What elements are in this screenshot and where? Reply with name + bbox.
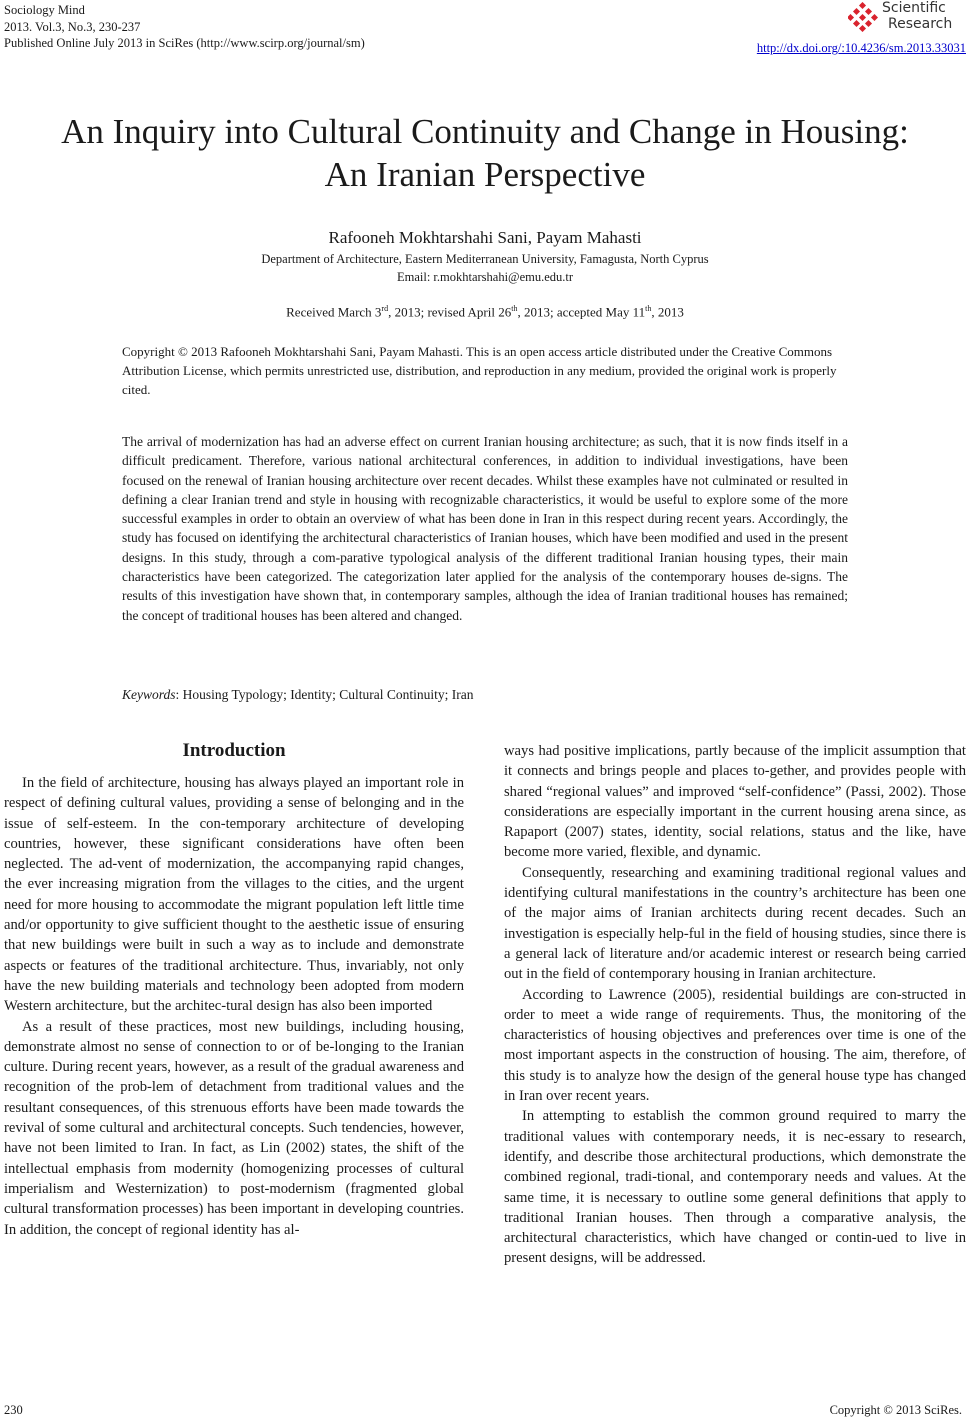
keywords-list: : Housing Typology; Identity; Cultural Continuity; Iran — [175, 687, 474, 702]
running-header — [4, 2, 365, 52]
title-line-2: An Iranian Perspective — [324, 155, 646, 194]
revised-sup: th — [511, 304, 518, 313]
affiliation: Department of Architecture, Eastern Mediterranean University, Famagusta, North Cyprus — [261, 252, 709, 266]
section-heading-introduction: Introduction — [182, 740, 286, 761]
logo-mark-icon — [848, 2, 878, 32]
paragraph: In attempting to establish the common ground required to marry the traditional values with contemporary needs, it is nec-essary to research, identify, and describe those architectural productions, which demonstrate the combined regional, tradi-tional, and contemporary needs and values. At the same time, it is necessary to outline some general definitions that apply to traditional Iranian houses. Then through a comparative analysis, the architectural characteristics, which have changed or contin-ued to live in present designs, will be addressed. — [504, 1108, 966, 1267]
keywords — [122, 687, 848, 703]
paragraph: Consequently, researching and examining traditional regional values and identifying cultural manifestations in the country’s architecture has been one of the major aims of Iranian architects during recent decades. Such an investigation is especially help-ful in the field of housing studies, since there is a general lack of literature and/or academic interest or research being carried out in the field of contemporary housing in Iranian architecture. — [504, 864, 966, 983]
keywords-label: Keywords — [122, 687, 176, 702]
logo-text-scientific: Scientific — [882, 0, 946, 16]
received-dates — [0, 304, 970, 320]
dates-end: , 2013 — [651, 304, 684, 320]
journal-name: Sociology Mind — [4, 3, 85, 17]
column-right — [504, 741, 966, 1269]
title-line-1: An Inquiry into Cultural Continuity and Change in Housing: — [61, 112, 909, 151]
accepted-sup: th — [645, 304, 652, 313]
page-number: 230 — [4, 1403, 23, 1417]
column-left — [4, 739, 464, 1240]
logo-text-research: Research — [888, 16, 953, 32]
footer-copyright: Copyright © 2013 SciRes. — [829, 1403, 962, 1417]
received-sup: rd — [381, 304, 389, 313]
publication-info: Published Online July 2013 in SciRes (http://www.scirp.org/journal/sm) — [4, 36, 365, 50]
authors: Rafooneh Mokhtarshahi Sani, Payam Mahasti — [328, 228, 642, 247]
paragraph: As a result of these practices, most new buildings, including housing, demonstrate almost no sense of connection to or of be-longing to the Iranian culture. During recent years, however, as a result of the gradual awareness and recognition of the prob-lem of detachment from traditional values and the resultant consequences, of this strenuous efforts have been made towards the revival of some cultural and architectural concepts. Such tendencies, however, have not been limited to Iran. In fact, as Lin (2002) states, the shift of the intellectual emphasis from modernity (homogenizing processes of cultural imperialism and Westernization) to post-modernism (fragmented global cultural transformation processes) has been important in developing countries. In addition, the concept of regional identity has al- — [4, 1018, 464, 1238]
accepted-date: , 2013; accepted May 11 — [517, 304, 646, 320]
scientific-research-logo — [848, 0, 966, 34]
copyright-notice: Copyright © 2013 Rafooneh Mokhtarshahi Sani, Payam Mahasti. This is an open access article distributed under the Creative Commons Attribution License, which permits unrestricted use, distribution, and reproduction in any medium, provided the original work is properly cited. — [122, 344, 837, 397]
paragraph: ways had positive implications, partly because of the implicit assumption that it connects and brings people and places to-gether, and provides people with shared “regional values” and improved “self-confidence” (Passi, 2002). Those considerations are especially important in the current housing arena since, as Rapaport (2007) states, identity, social relations, status and the like, have become more varied, flexible, and dynamic. — [504, 743, 966, 861]
article-title — [0, 110, 970, 196]
revised-date: , 2013; revised April 26 — [388, 304, 512, 320]
paragraph: According to Lawrence (2005), residential buildings are con-structed in order to meet a wide range of requirements. Thus, the monitoring of the characteristics of housing objectives and preferences over time is one of the most important aspects in the construction of housing. The aim, therefore, of this study is to analyze how the design of the general house type has changed in Iran over recent years. — [504, 986, 966, 1105]
journal-volume: 2013. Vol.3, No.3, 230-237 — [4, 19, 141, 34]
email: Email: r.mokhtarshahi@emu.edu.tr — [396, 270, 574, 284]
received-date: Received March 3 — [286, 304, 382, 320]
paragraph: In the field of architecture, housing has always played an important role in respect of defining cultural values, providing a sense of belonging and in the issue of self-esteem. In the con-temporary architecture of developing countries, however, these significant considerations have often been neglected. The ad-vent of modernization, the accompanying rapid changes, the ever increasing migration from the villages to the cities, and the urgent need for more housing to accommodate the migrant population left little time and/or opportunity to give sufficient thought to the aesthetic issue of ensuring that new buildings were built in such a way as to include and demonstrate aspects or features of the traditional architecture. Thus, invariably, not only have the new building materials and technology been adopted from modern Western architecture, but the architec-tural design has also been imported — [4, 775, 464, 1015]
doi-link[interactable]: http://dx.doi.org/:10.4236/sm.2013.33031 — [756, 41, 966, 55]
affiliation-block — [0, 250, 970, 286]
abstract: The arrival of modernization has had an adverse effect on current Iranian housing architecture; as such, that it is now finds itself in a difficult predicament. Therefore, various national architectural conferences, in addition to individual investigations, have been focused on the renewal of Iranian housing architecture over recent decades. Whilst these examples have not culminated or resulted in defining a clear Iranian trend and style in housing with recognizable characteristics, it would be useful to explore some of the more successful examples in order to obtain an overview of what has been done in Iran in this respect during recent years. Accordingly, the study has focused on identifying the architectural characteristics of Iranian houses, which have been modified and used in the present designs. In this study, through a com-parative typological analysis of the different traditional Iranian housing types, their main characteristics have been categorized. The categorization later applied for the analysis of the contemporary houses de-signs. The results of this investigation have shown that, in contemporary samples, although the idea of Iranian traditional houses has remained; the concept of traditional houses has been altered and changed. — [122, 434, 848, 623]
